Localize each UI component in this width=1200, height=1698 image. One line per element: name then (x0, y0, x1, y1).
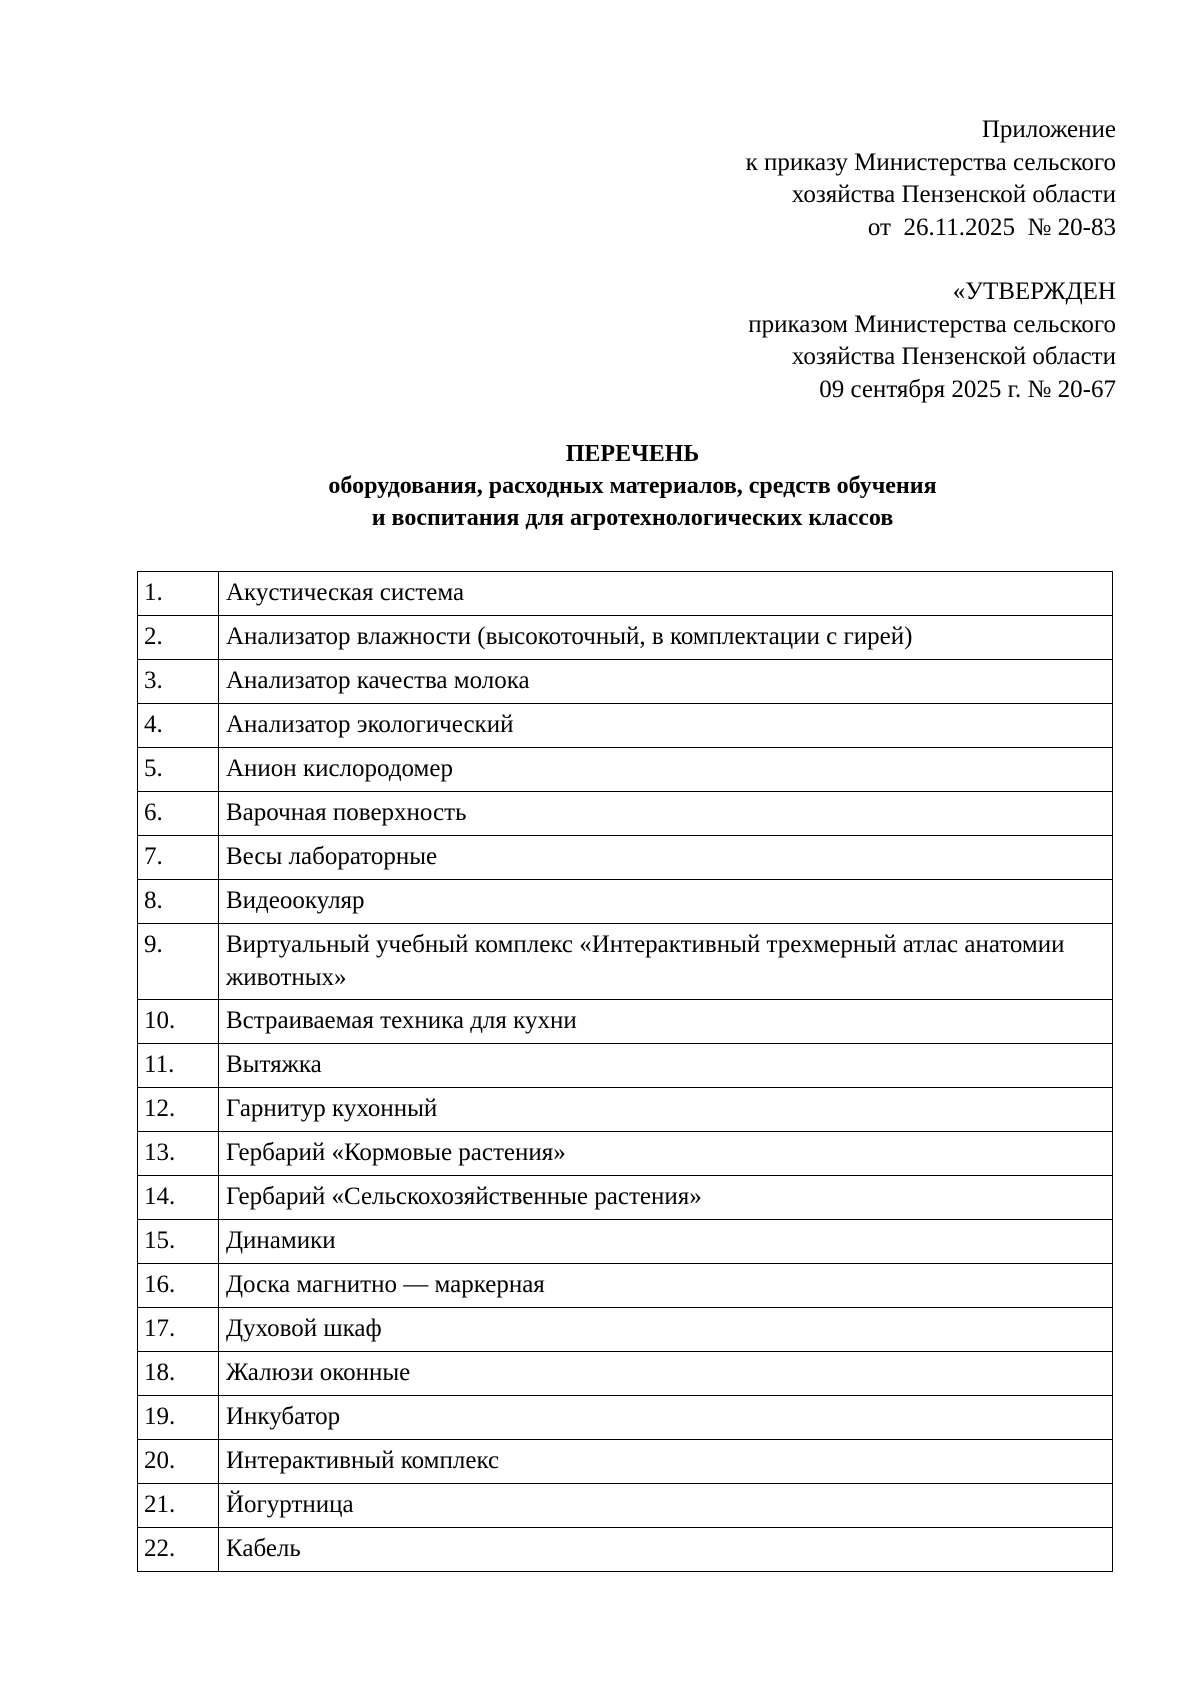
title-line: и воспитания для агротехнологических классов (371, 505, 894, 531)
item-name: Вытяжка (219, 1044, 1113, 1088)
table-row (138, 1308, 1113, 1352)
approved-line: хозяйства Пензенской области (791, 343, 1116, 370)
table-row (138, 660, 1113, 704)
table-row (138, 1396, 1113, 1440)
item-name: Виртуальный учебный комплекс «Интерактивный трехмерный атлас анатомии животных» (219, 924, 1113, 1000)
appendix-line: к приказу Министерства сельского (745, 148, 1116, 176)
item-name: Кабель (219, 1528, 1113, 1572)
item-name: Весы лабораторные (219, 836, 1113, 880)
item-name: Жалюзи оконные (219, 1352, 1113, 1396)
item-name: Доска магнитно — маркерная (219, 1264, 1113, 1308)
item-number: 20. (138, 1440, 219, 1484)
item-name: Гарнитур кухонный (219, 1088, 1113, 1132)
item-number: 10. (138, 1000, 219, 1044)
table-row (138, 1000, 1113, 1044)
title-heading: ПЕРЕЧЕНЬ (565, 441, 700, 467)
item-number: 8. (138, 880, 219, 924)
item-name: Гербарий «Сельскохозяйственные растения» (219, 1176, 1113, 1220)
items-table (137, 571, 1113, 1572)
table-row (138, 572, 1113, 616)
item-number: 1. (138, 572, 219, 616)
item-number: 17. (138, 1308, 219, 1352)
title-line: оборудования, расходных материалов, средств обучения (328, 473, 937, 499)
item-number: 9. (138, 924, 219, 1000)
item-name: Анализатор качества молока (219, 660, 1113, 704)
table-row (138, 616, 1113, 660)
appendix-line: Приложение (981, 116, 1116, 143)
table-row (138, 1264, 1113, 1308)
item-number: 19. (138, 1396, 219, 1440)
item-name: Встраиваемая техника для кухни (219, 1000, 1113, 1044)
approved-header (748, 276, 1116, 406)
item-name: Анализатор влажности (высокоточный, в комплектации с гирей) (219, 616, 1113, 660)
table-row (138, 1440, 1113, 1484)
table-row (138, 924, 1113, 1000)
item-number: 13. (138, 1132, 219, 1176)
item-number: 15. (138, 1220, 219, 1264)
table-row (138, 792, 1113, 836)
table-row (138, 1088, 1113, 1132)
item-number: 21. (138, 1484, 219, 1528)
item-name: Гербарий «Кормовые растения» (219, 1132, 1113, 1176)
item-number: 12. (138, 1088, 219, 1132)
item-number: 14. (138, 1176, 219, 1220)
appendix-line: хозяйства Пензенской области (791, 181, 1116, 208)
table-row (138, 704, 1113, 748)
item-number: 16. (138, 1264, 219, 1308)
item-name: Видеоокуляр (219, 880, 1113, 924)
item-name: Варочная поверхность (219, 792, 1113, 836)
items-table-body (138, 572, 1113, 1572)
item-number: 18. (138, 1352, 219, 1396)
item-name: Духовой шкаф (219, 1308, 1113, 1352)
item-number: 3. (138, 660, 219, 704)
item-name: Инкубатор (219, 1396, 1113, 1440)
table-row (138, 1176, 1113, 1220)
item-number: 22. (138, 1528, 219, 1572)
table-row (138, 1352, 1113, 1396)
item-number: 7. (138, 836, 219, 880)
table-row (138, 1044, 1113, 1088)
approved-line: «УТВЕРЖДЕН (952, 278, 1116, 305)
approved-line: приказом Министерства сельского (748, 310, 1116, 338)
item-number: 5. (138, 748, 219, 792)
table-row (138, 1220, 1113, 1264)
document-title (0, 438, 1200, 534)
item-number: 2. (138, 616, 219, 660)
item-number: 11. (138, 1044, 219, 1088)
item-name: Интерактивный комплекс (219, 1440, 1113, 1484)
item-name: Акустическая система (219, 572, 1113, 616)
item-name: Анализатор экологический (219, 704, 1113, 748)
item-number: 4. (138, 704, 219, 748)
appendix-header (746, 114, 1116, 244)
item-name: Анион кислородомер (219, 748, 1113, 792)
appendix-line: от 26.11.2025 № 20-83 (867, 213, 1116, 241)
item-number: 6. (138, 792, 219, 836)
table-row (138, 1528, 1113, 1572)
approved-line: 09 сентября 2025 г. № 20-67 (819, 375, 1116, 403)
table-row (138, 1132, 1113, 1176)
table-row (138, 836, 1113, 880)
table-row (138, 748, 1113, 792)
item-name: Йогуртница (219, 1484, 1113, 1528)
item-name: Динамики (219, 1220, 1113, 1264)
table-row (138, 1484, 1113, 1528)
table-row (138, 880, 1113, 924)
